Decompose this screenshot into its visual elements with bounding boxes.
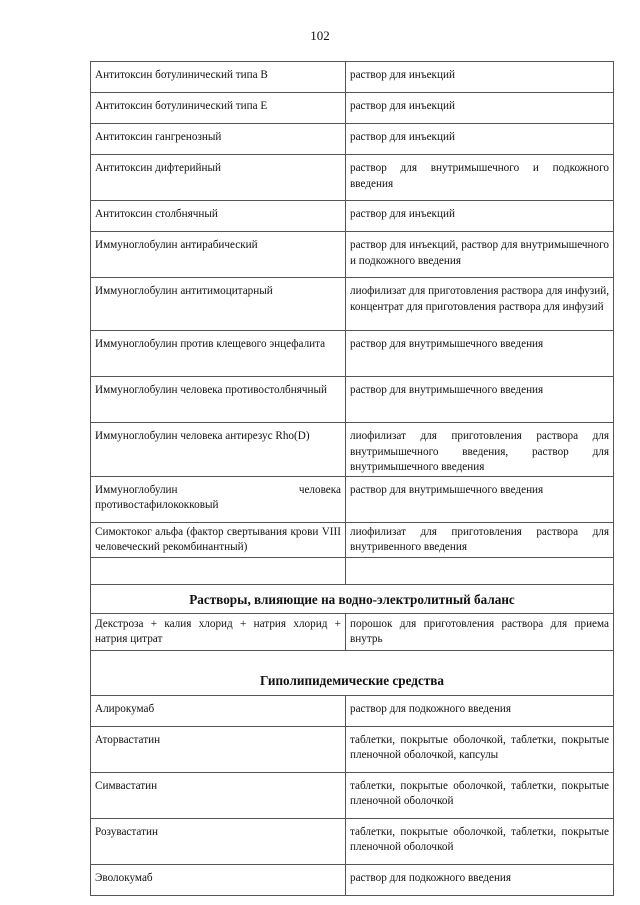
section-heading-row — [91, 650, 614, 695]
drug-name: Антитоксин столбнячный — [91, 201, 346, 232]
dosage-form: раствор для подкожного введения — [346, 864, 614, 895]
page-number: 102 — [310, 28, 330, 43]
dosage-form: раствор для инъекций — [346, 201, 614, 232]
dosage-form: раствор для подкожного введения — [346, 695, 614, 726]
dosage-form: лиофилизат для приготовления раствора для внутривенного введения — [346, 522, 614, 557]
drug-name: Иммуноглобулин человека антирезус Rho(D) — [91, 423, 346, 477]
table-row — [91, 278, 614, 331]
dosage-form: таблетки, покрытые оболочкой, таблетки, покрытые пленочной оболочкой, капсулы — [346, 726, 614, 772]
table-row — [91, 772, 614, 818]
drug-name: Иммуноглобулин человека противостолбнячный — [91, 377, 346, 423]
dosage-form: раствор для внутримышечного и подкожного введения — [346, 155, 614, 201]
table-row — [91, 124, 614, 155]
dosage-form: лиофилизат для приготовления раствора для внутримышечного введения, раствор для внутримышечного введения — [346, 423, 614, 477]
empty-cell — [91, 557, 346, 584]
table-row — [91, 155, 614, 201]
table-row — [91, 201, 614, 232]
table-row — [91, 522, 614, 557]
drug-table — [90, 61, 614, 896]
dosage-form: порошок для приготовления раствора для приема внутрь — [346, 613, 614, 650]
drug-name: Иммуноглобулин антитимоцитарный — [91, 278, 346, 331]
table-row — [91, 818, 614, 864]
drug-name: Иммуноглобулин человека противостафилококковый — [91, 476, 346, 522]
table-row — [91, 93, 614, 124]
table-row-empty — [91, 557, 614, 584]
dosage-form: раствор для внутримышечного введения — [346, 377, 614, 423]
table-row — [91, 476, 614, 522]
table-row — [91, 864, 614, 895]
dosage-form: раствор для инъекций — [346, 124, 614, 155]
table-row — [91, 695, 614, 726]
dosage-form: лиофилизат для приготовления раствора для инфузий, концентрат для приготовления раствора для инфузий — [346, 278, 614, 331]
table-row — [91, 613, 614, 650]
drug-name: Аторвастатин — [91, 726, 346, 772]
section-heading-row — [91, 584, 614, 613]
table-row — [91, 62, 614, 93]
drug-name: Иммуноглобулин антирабический — [91, 232, 346, 278]
drug-name: Симоктоког альфа (фактор свертывания крови VIII человеческий рекомбинантный) — [91, 522, 346, 557]
empty-cell — [346, 557, 614, 584]
drug-name: Антитоксин гангренозный — [91, 124, 346, 155]
table-row — [91, 423, 614, 477]
drug-name: Иммуноглобулин против клещевого энцефалита — [91, 331, 346, 377]
dosage-form: раствор для инъекций — [346, 93, 614, 124]
drug-name: Антитоксин ботулинический типа Е — [91, 93, 346, 124]
section-title: Гиполипидемические средства — [91, 650, 614, 695]
dosage-form: раствор для внутримышечного введения — [346, 331, 614, 377]
drug-name: Розувастатин — [91, 818, 346, 864]
dosage-form: раствор для инъекций, раствор для внутримышечного и подкожного введения — [346, 232, 614, 278]
table-row — [91, 331, 614, 377]
dosage-form: таблетки, покрытые оболочкой, таблетки, покрытые пленочной оболочкой — [346, 818, 614, 864]
drug-name: Симвастатин — [91, 772, 346, 818]
dosage-form: раствор для внутримышечного введения — [346, 476, 614, 522]
drug-name: Алирокумаб — [91, 695, 346, 726]
dosage-form: таблетки, покрытые оболочкой, таблетки, покрытые пленочной оболочкой — [346, 772, 614, 818]
dosage-form: раствор для инъекций — [346, 62, 614, 93]
table-row — [91, 726, 614, 772]
drug-name: Декстроза + калия хлорид + натрия хлорид + натрия цитрат — [91, 613, 346, 650]
drug-name: Эволокумаб — [91, 864, 346, 895]
section-title: Растворы, влияющие на водно-электролитный баланс — [91, 584, 614, 613]
table-row — [91, 377, 614, 423]
table-row — [91, 232, 614, 278]
drug-name: Антитоксин дифтерийный — [91, 155, 346, 201]
drug-name: Антитоксин ботулинический типа В — [91, 62, 346, 93]
